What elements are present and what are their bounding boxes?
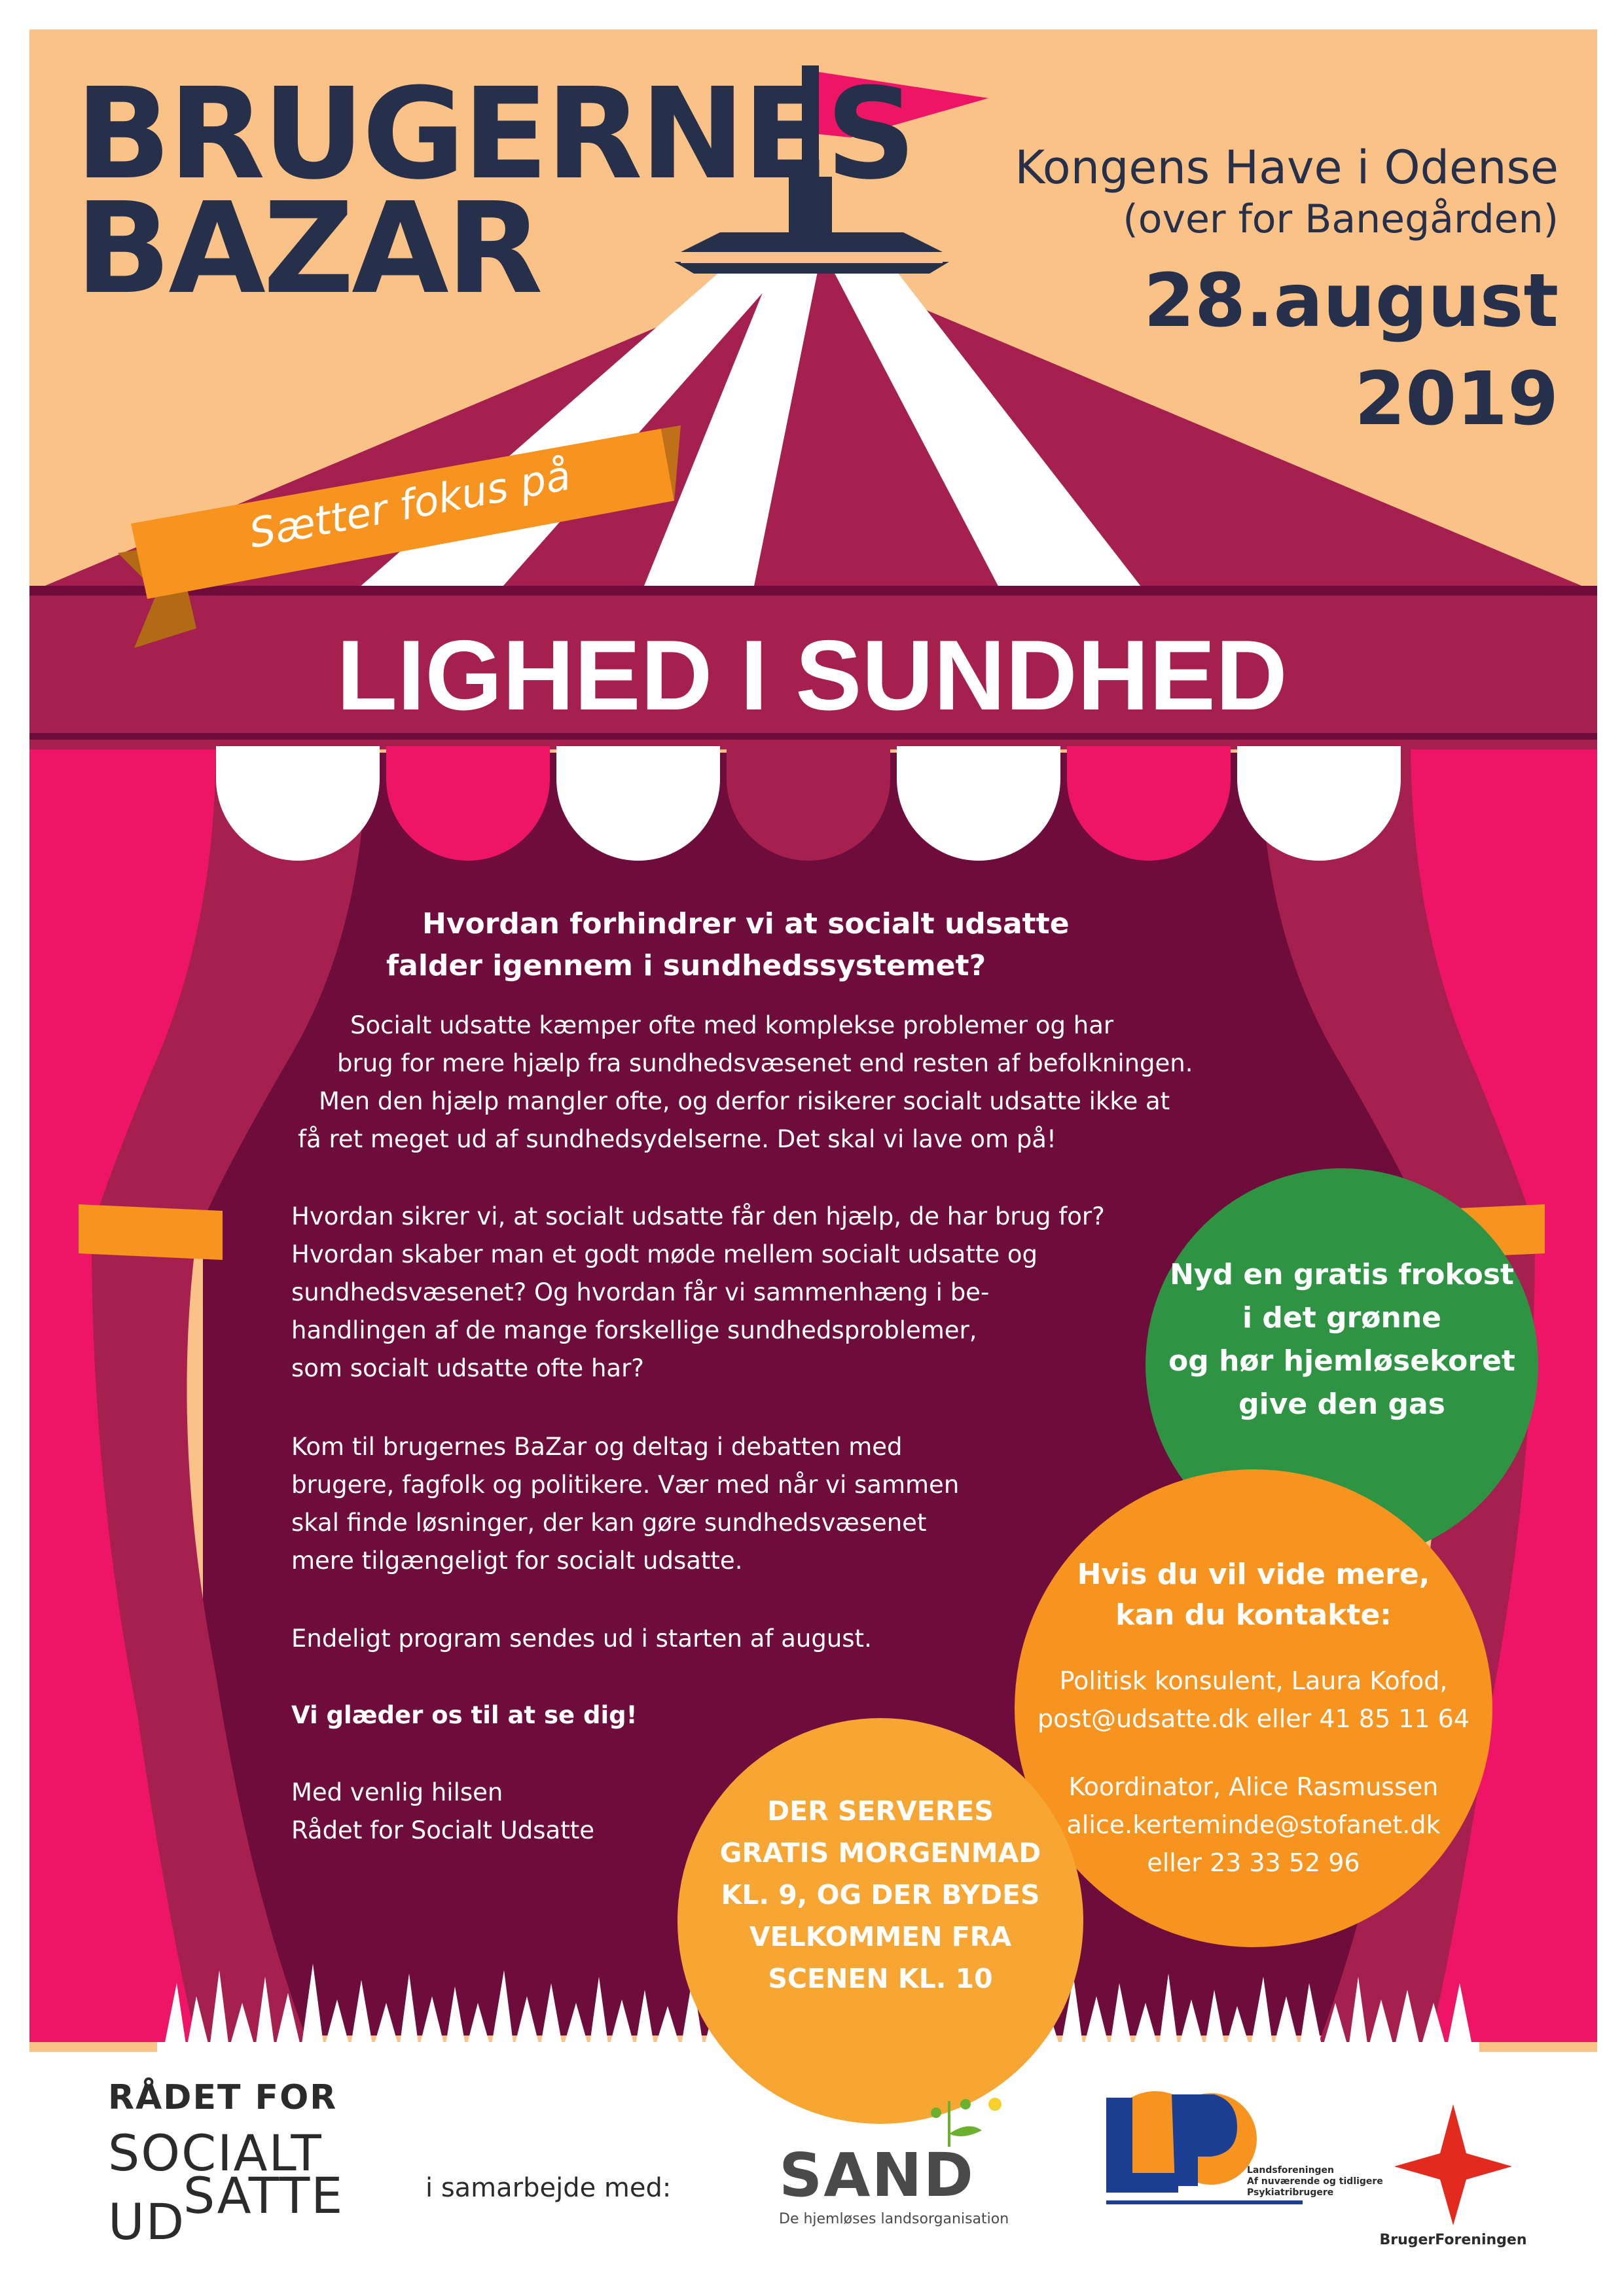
paragraph-1-line: få ret meget ud af sundhedsydelserne. Det skal vi lave om på! <box>298 1125 1056 1153</box>
contact-2-line-1: Koordinator, Alice Rasmussen <box>1068 1772 1439 1801</box>
paragraph-1-line: Socialt udsatte kæmper ofte med komplekse problemer og har <box>350 1011 1114 1039</box>
green-circle-line: og hør hjemløsekoret <box>1168 1344 1515 1378</box>
paragraph-2-line: som socialt udsatte ofte har? <box>291 1354 644 1382</box>
lap-logo-subtitle <box>1247 2165 1383 2198</box>
banner-headline: LIGHED I SUNDHED <box>336 620 1288 731</box>
breakfast-line: SCENEN KL. 10 <box>768 1963 993 1994</box>
left-tieback <box>79 1204 223 1260</box>
green-circle-line: i det grønne <box>1242 1301 1441 1335</box>
paragraph-2-line: Hvordan sikrer vi, at socialt udsatte får den hjælp, de har brug for? <box>291 1202 1105 1230</box>
title-line-2: BAZAR <box>75 176 541 322</box>
title-line-1: BRUGERNES <box>75 62 914 207</box>
breakfast-line: DER SERVERES <box>767 1795 994 1827</box>
paragraph-2-line: Hvordan skaber man et godt møde mellem socialt udsatte og <box>291 1240 1038 1268</box>
contact-2-line-3: eller 23 33 52 96 <box>1147 1848 1360 1877</box>
footer-org-line-1: RÅDET FOR <box>108 2078 338 2117</box>
lap-subtitle-line: Af nuværende og tidligere <box>1247 2176 1383 2187</box>
roof-cap <box>674 262 949 274</box>
footer-org-line-3a: UD <box>108 2193 186 2251</box>
breakfast-line: KL. 9, OG DER BYDES <box>721 1879 1040 1910</box>
venue-note: (over for Banegården) <box>1123 196 1559 242</box>
signoff-line-1: Med venlig hilsen <box>291 1778 503 1806</box>
intro-question-line-1: Hvordan forhindrer vi at socialt udsatte <box>422 907 1070 941</box>
breakfast-line: VELKOMMEN FRA <box>749 1921 1012 1952</box>
paragraph-3-line: mere tilgængeligt for socialt udsatte. <box>291 1547 743 1575</box>
contact-1-line-2: post@udsatte.dk eller 41 85 11 64 <box>1037 1704 1470 1733</box>
footer-org-line-2: SOCIALT <box>108 2124 323 2182</box>
paragraph-3-line: Kom til brugernes BaZar og deltag i debatten med <box>291 1433 903 1461</box>
signoff-line-2: Rådet for Socialt Udsatte <box>291 1816 594 1844</box>
contact-heading-2: kan du kontakte: <box>1115 1598 1392 1632</box>
footer-org-line-3b: SATTE <box>183 2166 344 2225</box>
greeting-bold: Vi glæder os til at se dig! <box>291 1701 638 1729</box>
contact-2-line-2: alice.kerteminde@stofanet.dk <box>1066 1810 1441 1839</box>
paragraph-3-line: skal finde løsninger, der kan gøre sundhedsvæsenet <box>291 1509 927 1537</box>
intro-question-line-2: falder igennem i sundhedssystemet? <box>386 949 986 982</box>
collab-label: i samarbejde med: <box>425 2173 672 2203</box>
lap-subtitle-line: Landsforeningen <box>1247 2165 1335 2176</box>
lap-logo-name <box>1119 2114 1121 2115</box>
event-date: 28.august <box>1144 259 1559 344</box>
green-circle-line: give den gas <box>1238 1388 1445 1421</box>
brugerforeningen-star-icon <box>1394 2104 1512 2225</box>
sand-logo-subtitle: De hjemløses landsorganisation <box>779 2211 1009 2227</box>
breakfast-circle-text <box>684 1790 1077 2000</box>
venue-place: Kongens Have i Odense <box>1015 141 1559 194</box>
contact-1-line-1: Politisk konsulent, Laura Kofod, <box>1059 1666 1448 1695</box>
contact-circle-text <box>1024 1554 1483 1882</box>
banner-edge <box>29 733 1597 740</box>
green-circle-text <box>1146 1253 1538 1426</box>
green-circle-line: Nyd en gratis frokost <box>1170 1258 1514 1291</box>
paragraph-2-line: handlingen af de mange forskellige sundhedsproblemer, <box>291 1316 977 1344</box>
brugerforeningen-name: BrugerForeningen <box>1379 2232 1527 2248</box>
paragraph-2-line: sundhedsvæsenet? Og hvordan får vi sammenhæng i be- <box>291 1278 990 1306</box>
sand-logo-name: SAND <box>779 2140 975 2210</box>
event-year: 2019 <box>1354 357 1559 442</box>
ribbon-text: Sætter fokus på <box>245 451 575 558</box>
paragraph-3-line: brugere, fagfolk og politikere. Vær med når vi sammen <box>291 1471 960 1499</box>
contact-heading-1: Hvis du vil vide mere, <box>1077 1558 1430 1591</box>
lap-subtitle-line: Psykiatribrugere <box>1247 2187 1334 2198</box>
program-note: Endeligt program sendes ud i starten af august. <box>291 1624 872 1653</box>
paragraph-1-line: brug for mere hjælp fra sundhedsvæsenet end resten af befolkningen. <box>337 1049 1193 1077</box>
paragraph-1-line: Men den hjælp mangler ofte, og derfor risikerer socialt udsatte ikke at <box>319 1087 1170 1115</box>
breakfast-line: GRATIS MORGENMAD <box>719 1837 1041 1869</box>
